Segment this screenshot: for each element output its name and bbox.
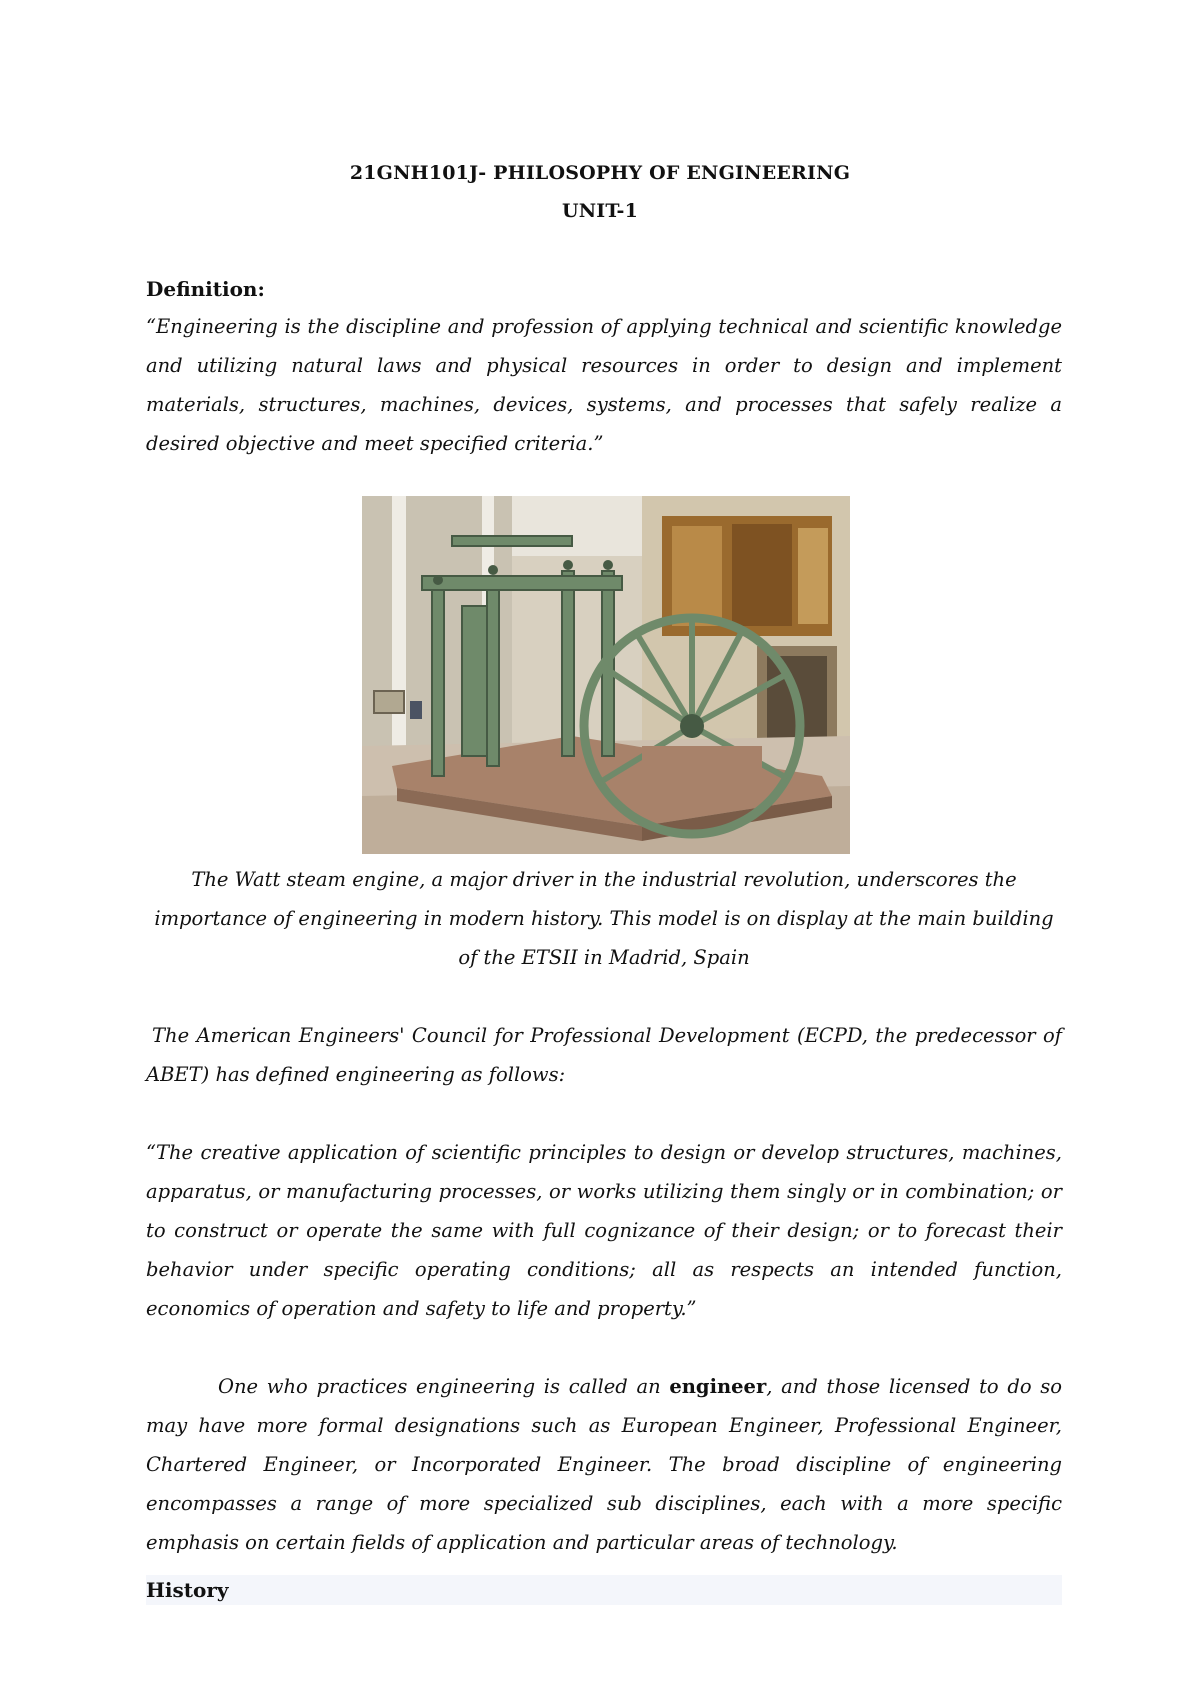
engineer-para-before: One who practices engineering is called an [218, 1375, 670, 1398]
figure-caption-line-3: of the ETSII in Madrid, Spain [458, 946, 750, 969]
figure-caption-line-2: importance of engineering in modern history. This model is on display at the main building [154, 907, 1054, 930]
history-heading: History [146, 1578, 229, 1602]
figure-caption-line-1: The Watt steam engine, a major driver in the industrial revolution, underscores the [191, 868, 1017, 891]
watt-steam-engine-photo [362, 496, 850, 854]
engineer-term: engineer [669, 1375, 767, 1398]
history-highlight [146, 1575, 1062, 1605]
unit-title: UNIT-1 [561, 200, 639, 222]
ecpd-quote: “The creative application of scientific principles to design or develop structures, machines, apparatus, or manufacturing processes, or works utilizing them singly or in combination; or to construct or operate the same with full cognizance of their design; or to forecast their behavior under specific operating conditions; all as respects an intended function, economics of operation and safety to life and property.” [146, 1141, 1062, 1320]
ecpd-intro: The American Engineers' Council for Professional Development (ECPD, the predecessor of ABET) has defined engineering as follows: [146, 1024, 1062, 1086]
definition-text: “Engineering is the discipline and profession of applying technical and scientific knowledge and utilizing natural laws and physical resources in order to design and implement materials, structures, machines, devices, systems, and processes that safely realize a desired objective and meet specified criteria.” [146, 315, 1062, 455]
engineer-para-after: , and those licensed to do so may have more formal designations such as European Engineer, Professional Engineer, Chartered Engineer, or Incorporated Engineer. The broad discipline of engineering encompasses a range of more specialized sub disciplines, each with a more specific emphasis on certain fields of application and particular areas of technology. [146, 1375, 1062, 1554]
definition-heading: Definition: [146, 277, 265, 301]
engineer-paragraph [146, 1367, 1062, 1562]
course-title: 21GNH101J- PHILOSOPHY OF ENGINEERING [349, 162, 851, 184]
